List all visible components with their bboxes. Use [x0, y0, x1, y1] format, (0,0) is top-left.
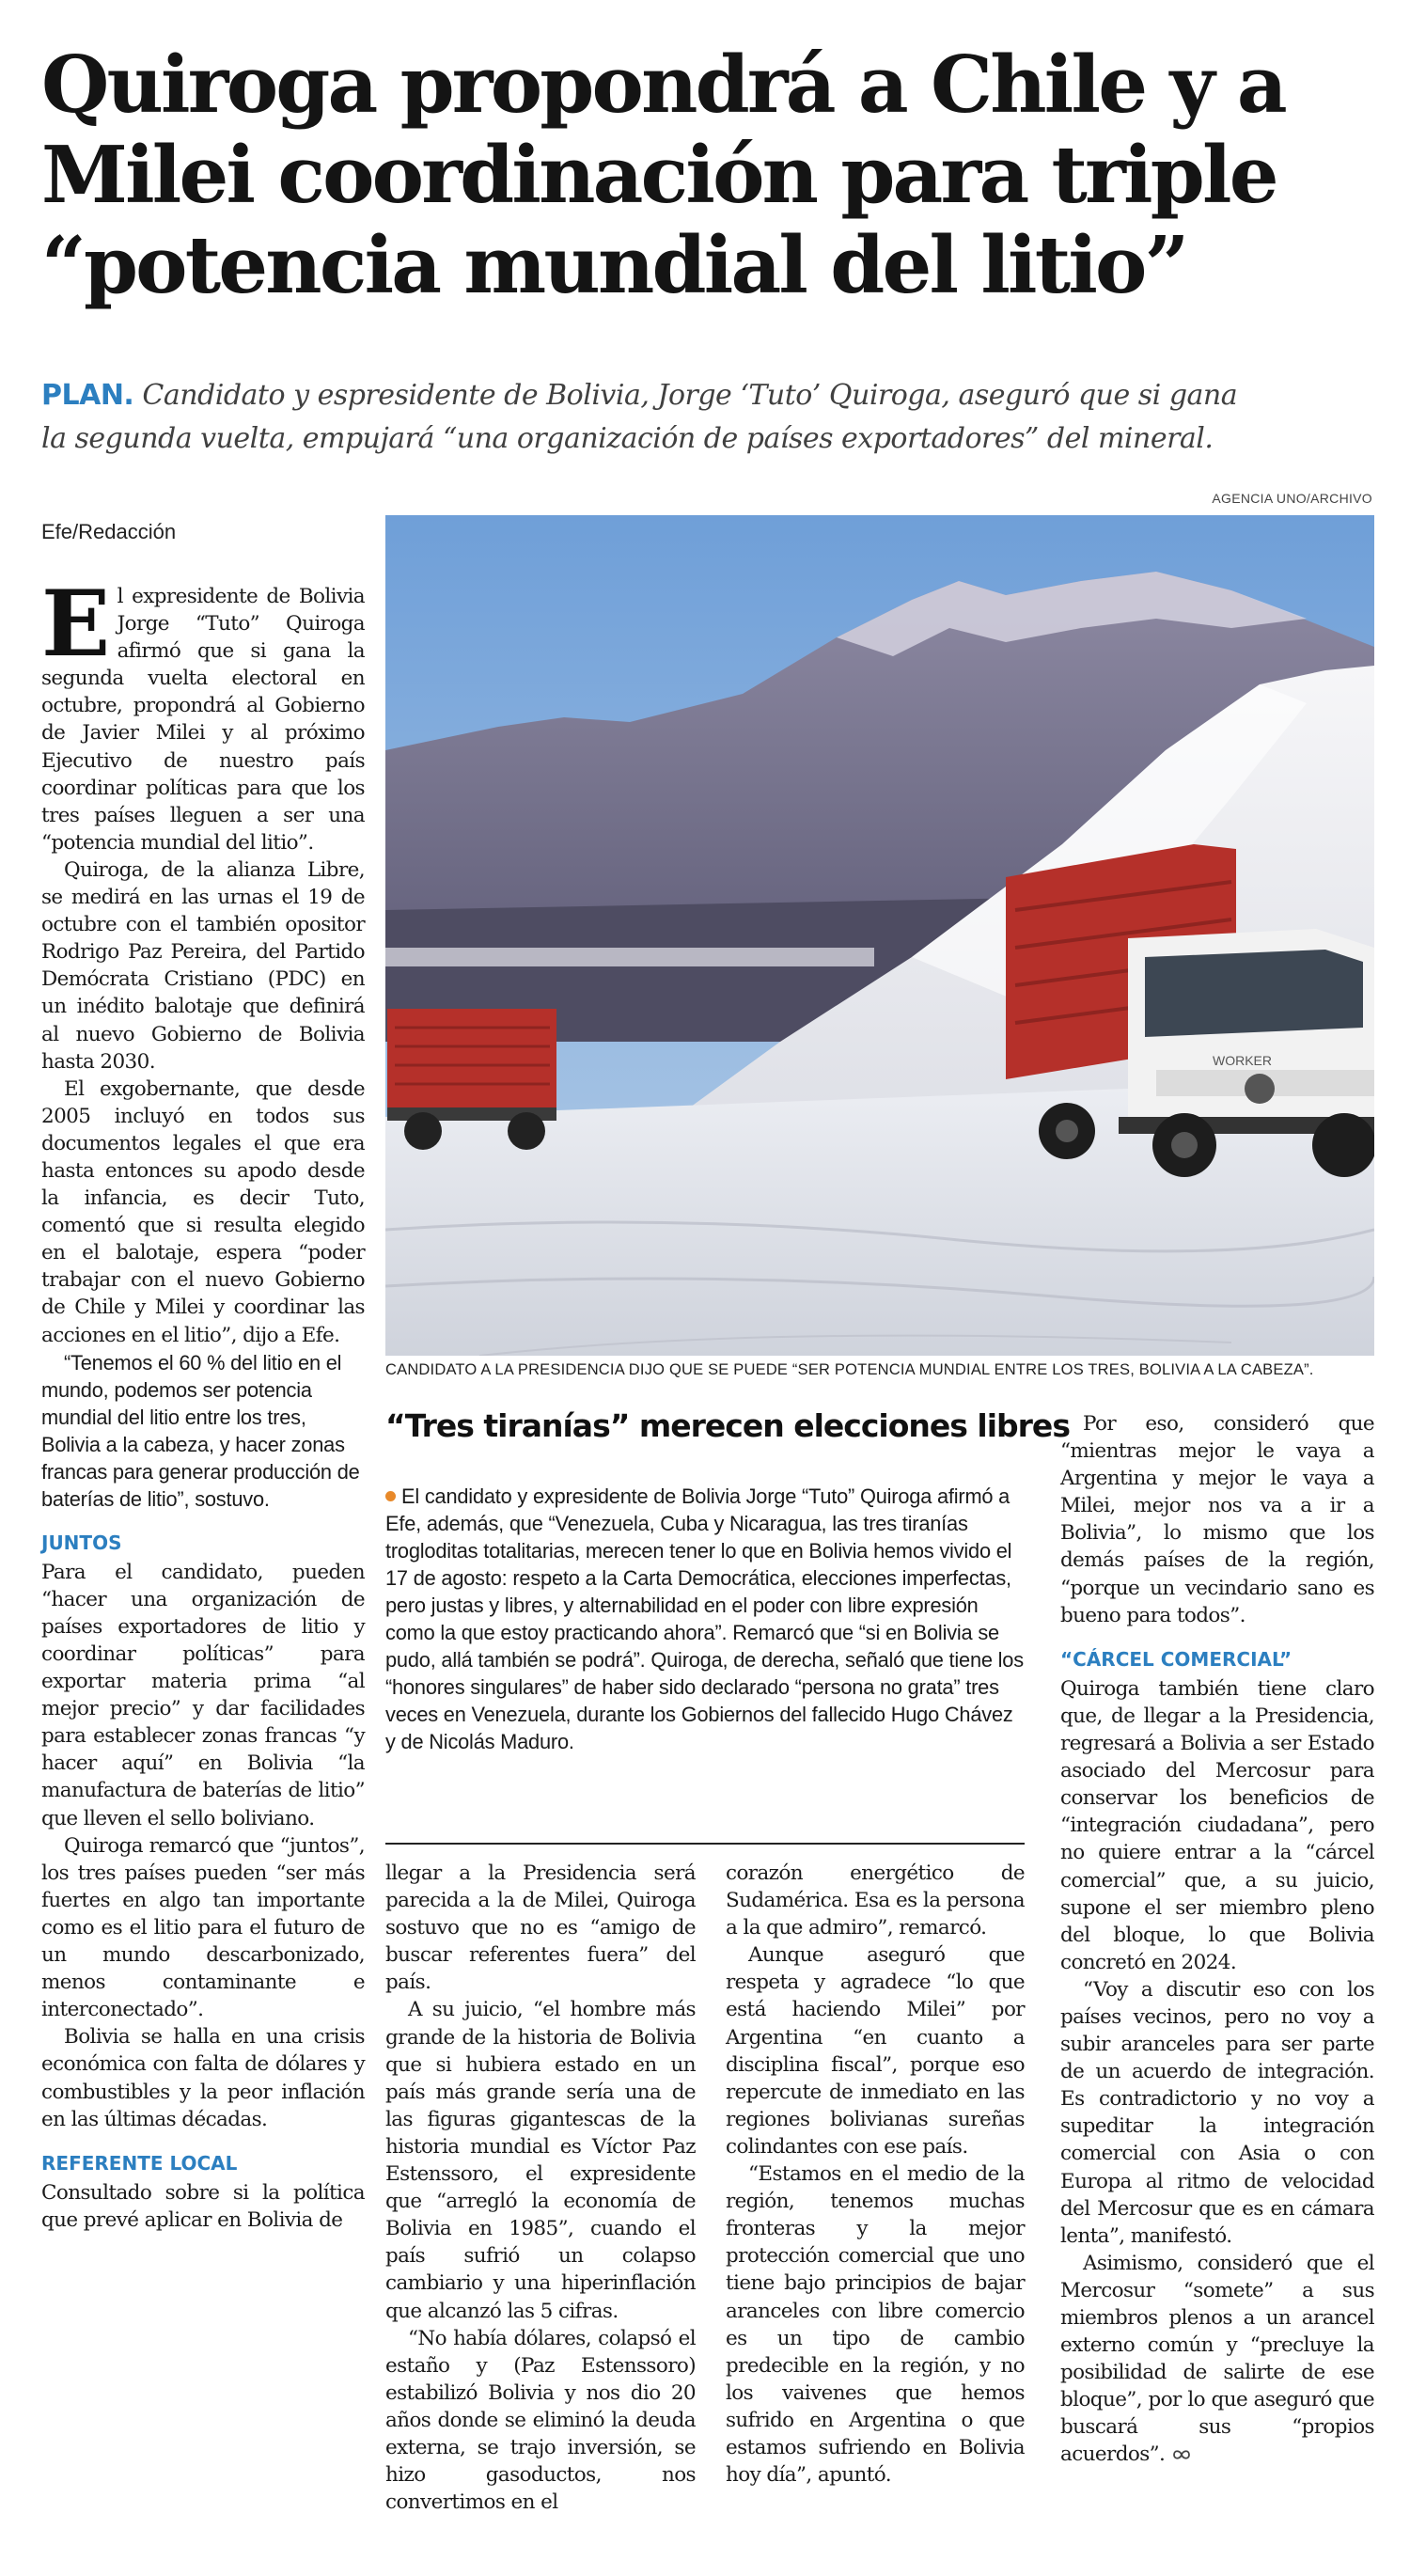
paragraph: llegar a la Presidencia será parecida a la de Milei, Quiroga sostuvo que no es “amigo de buscar referentes fuera” del país.	[385, 1861, 696, 1995]
headline-line: “potencia mundial del litio”	[41, 219, 1187, 311]
photo-caption: CANDIDATO A LA PRESIDENCIA DIJO QUE SE PUEDE “SER POTENCIA MUNDIAL ENTRE LOS TRES, BOLIVIA A LA CABEZA”.	[385, 1361, 1314, 1378]
deck	[41, 374, 1376, 461]
paragraph: Por eso, consideró que “mientras mejor le vaya a Argentina y mejor le vaya a Milei, mejor nos va a ir a Bolivia”, lo mismo que los demás países de la región, “porque un vecindario sano es bueno para todos”.	[1060, 1412, 1374, 1627]
deck-line	[41, 374, 1376, 417]
subhead-referente-local: REFERENTE LOCAL	[41, 2151, 238, 2175]
article-column-4	[1060, 1410, 1374, 2469]
article-column-3	[726, 1860, 1025, 2489]
truck-label: WORKER	[1213, 1053, 1272, 1068]
article-photo	[385, 515, 1374, 1356]
deck-text-1: Candidato y espresidente de Bolivia, Jorge ‘Tuto’ Quiroga, aseguró que si gana	[142, 379, 1238, 412]
paragraph-text: Asimismo, consideró que el Mercosur “somete” a sus miembros plenos a un arancel externo común y “precluye la posibilidad de salirte de ese bloque”, por lo que aseguró que buscará sus “propios acuerdos”.	[1060, 2251, 1374, 2467]
bullet-icon	[385, 1491, 396, 1501]
sidebar-box	[385, 1483, 1025, 1755]
paragraph: El exgobernante, que desde 2005 incluyó en todos sus documentos legales el que era hasta entonces su apodo desde la infancia, es decir Tuto, comentó que si resulta elegido en el balotaje, espera “poder trabajar con el nuevo Gobierno de Chile y Milei y coordinar las acciones en el litio”, dijo a Efe.	[41, 1076, 365, 1347]
sidebar-divider	[385, 1843, 1025, 1845]
paragraph: “No había dólares, colapsó el estaño y (Paz Estenssoro) estabilizó Bolivia y nos dio 20 años donde se eliminó la deuda externa, se trajo inversión, se hizo gasoductos, nos convertimos en el	[385, 2326, 696, 2515]
byline: Efe/Redacción	[41, 520, 177, 543]
subhead-juntos: JUNTOS	[41, 1531, 122, 1554]
paragraph: Quiroga, de la alianza Libre, se medirá en las urnas el 19 de octubre con el también opositor Rodrigo Paz Pereira, del Partido Demócrata Cristiano (PDC) en un inédito balotaje que definirá al nuevo Gobierno de Bolivia hasta 2030.	[41, 857, 365, 1074]
article-column-2	[385, 1860, 696, 2516]
headline-line: Milei coordinación para triple	[41, 129, 1277, 221]
sidebar-text: El candidato y expresidente de Bolivia Jorge “Tuto” Quiroga afirmó a Efe, además, que “Venezuela, Cuba y Nicaragua, las tres tiranías trogloditas totalitarias, merecen tener lo que en Bolivia hemos vivido el 17 de agosto: respeto a la Carta Democrática, elecciones imperfectas, pero justas y libres, y alternabilidad en el poder con libre expresión como la que estoy practicando ahora”. Remarcó que “si en Bolivia se pudo, allá también se podrá”. Quiroga, de derecha, señaló que tiene los “honores singulares” de haber sido declarado “persona no grata” tres veces en Venezuela, durante los Gobiernos del fallecido Hugo Chávez y de Nicolás Maduro.	[385, 1484, 1024, 1753]
paragraph: corazón energético de Sudamérica. Esa es la persona a la que admiro”, remarcó.	[726, 1861, 1025, 1940]
paragraph: Quiroga remarcó que “juntos”, los tres países pueden “ser más fuertes en algo tan importante como es el litio para el futuro de un mundo descarbonizado, menos contaminante e interconectado”.	[41, 1833, 365, 2022]
sidebar-paragraph	[385, 1483, 1025, 1755]
article-column-1	[41, 571, 365, 2234]
paragraph: Aunque aseguró que respeta y agradece “lo que está haciendo Milei” por Argentina “en cuanto a disciplina fiscal”, porque eso repercute de inmediato en las regiones bolivianas sureñas colindantes con ese país.	[726, 1943, 1025, 2159]
paragraph: “Tenemos el 60 % del litio en el mundo, podemos ser potencia mundial del litio entre los tres, Bolivia a la cabeza, y hacer zonas francas para generar producción de baterías de litio”, sostuvo.	[41, 1350, 360, 1511]
paragraph: A su juicio, “el hombre más grande de la historia de Bolivia que si hubiera estado en un país más grande sería una de las figuras gigantescas de la historia mundial es Víctor Paz Estenssoro, el expresidente que “arregló la economía de Bolivia en 1985”, cuando el país sufrió un colapso cambiario y una hiperinflación que alcanzó las 5 cifras.	[385, 1998, 696, 2323]
paragraph	[1060, 2250, 1374, 2469]
paragraph: Para el candidato, pueden “hacer una organización de países exportadores de litio y coordinar políticas” para exportar materia prima “al mejor precio” y dar facilidades para establecer zonas francas “y hacer aquí” en Bolivia “la manufactura de baterías de litio” que lleven el sello boliviano.	[41, 1560, 365, 1830]
paragraph-text: l expresidente de Bolivia Jorge “Tuto” Quiroga afirmó que si gana la segunda vuelta electoral en octubre, propondrá al Gobierno de Javier Milei y al próximo Ejecutivo de nuestro país coordinar políticas para que los tres países lleguen a ser una “potencia mundial del litio”.	[41, 585, 365, 855]
headline-line: Quiroga propondrá a Chile y a	[41, 39, 1285, 131]
drop-cap: E	[41, 571, 110, 677]
sidebar-title: “Tres tiranías” merecen elecciones libres	[385, 1407, 1070, 1444]
salt-flat-illustration	[385, 515, 1374, 1356]
paragraph: “Estamos en el medio de la región, tenemos muchas fronteras y la mejor protección comercial que uno tiene bajo principios de bajar aranceles con libre comercio es un tipo de cambio predecible en la región, y no los vaivenes que hemos sufrido en Argentina o que estamos sufriendo en Bolivia hoy día”, apuntó.	[726, 2162, 1025, 2488]
paragraph: “Voy a discutir eso con los países vecinos, pero no voy a subir aranceles para ser parte de un acuerdo de integración. Es contradictorio y no voy a supeditar la integración comercial con Asia o con Europa al ritmo de velocidad del Mercosur que es en cámara lenta”, manifestó.	[1060, 1977, 1374, 2248]
end-of-article-icon	[1171, 2447, 1196, 2462]
paragraph: Quiroga también tiene claro que, de llegar a la Presidencia, regresará a Bolivia a ser Estado asociado del Mercosur para conservar los beneficios de “integración ciudadana”, pero no quiere entrar a la “cárcel comercial” que, a su juicio, supone el ser miembro pleno del bloque, lo que Bolivia concretó en 2024.	[1060, 1676, 1374, 1974]
paragraph: Bolivia se halla en una crisis económica con falta de dólares y combustibles y la peor inflación en las últimas décadas.	[41, 2025, 365, 2131]
subhead-carcel-comercial: “CÁRCEL COMERCIAL”	[1060, 1647, 1292, 1671]
photo-credit: AGENCIA UNO/ARCHIVO	[1212, 491, 1372, 506]
headline	[41, 39, 1376, 310]
paragraph: Consultado sobre si la política que prevé aplicar en Bolivia de	[41, 2180, 365, 2232]
deck-kicker: PLAN.	[41, 379, 134, 412]
deck-text-2: la segunda vuelta, empujará “una organización de países exportadores” del mineral.	[41, 422, 1214, 455]
paragraph	[41, 571, 365, 856]
